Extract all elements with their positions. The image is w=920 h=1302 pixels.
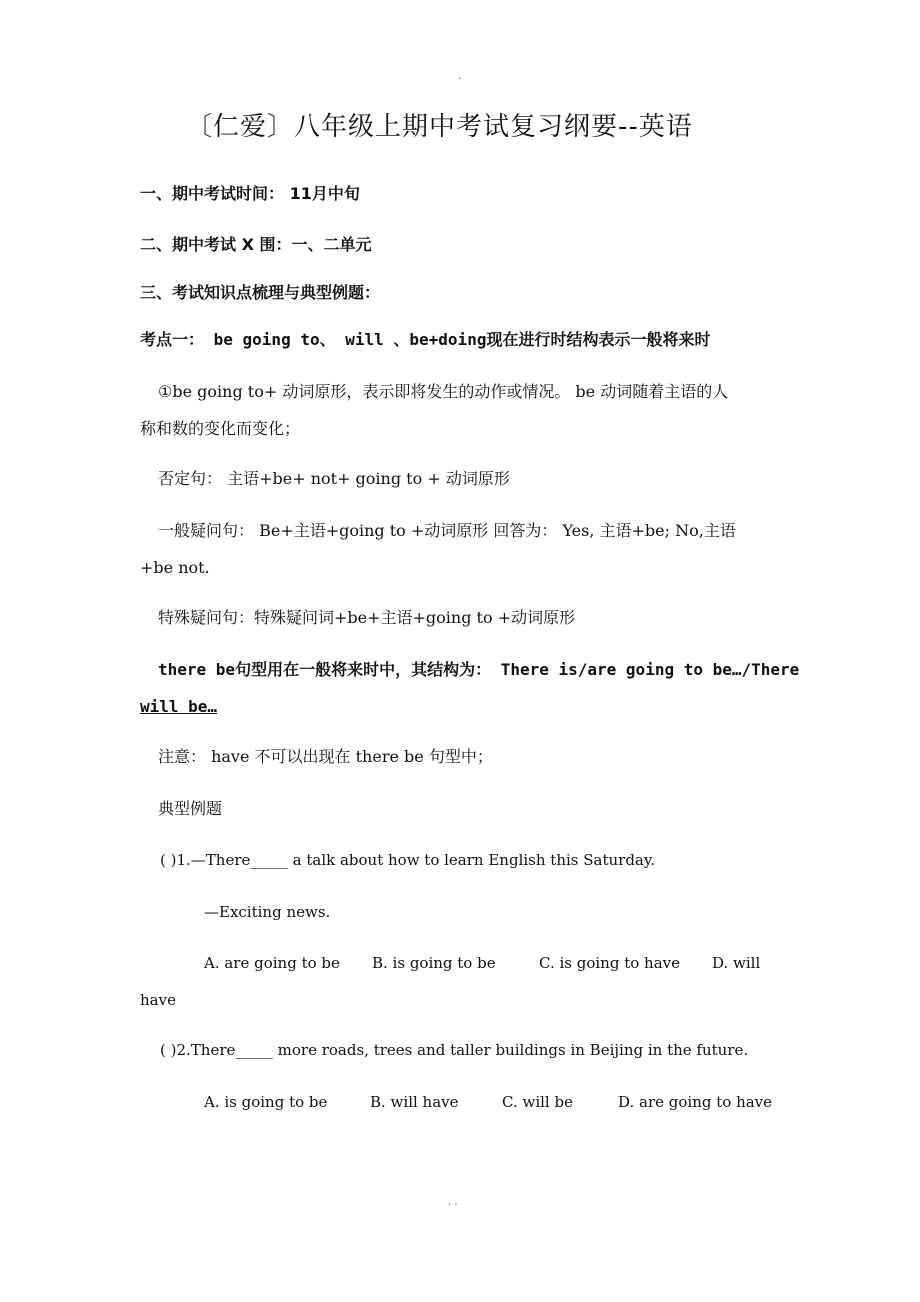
question-2-option-b: B. will have (370, 1093, 459, 1111)
point1-heading: 考点一： be going to、 will 、be+doing现在进行时结构表示一般将来时 (140, 330, 711, 349)
question-1-option-b: B. is going to be (372, 954, 496, 972)
there-be-rule-line1: there be句型用在一般将来时中，其结构为： There is/are going to be…/There (158, 660, 800, 679)
question-2-option-a: A. is going to be (204, 1093, 328, 1111)
examples-title: 典型例题 (158, 799, 223, 818)
general-question-rule-line1: 一般疑问句： Be+主语+going to +动词原形 回答为： Yes, 主语+be; No,主语 (158, 521, 736, 540)
question-1-option-a: A. are going to be (204, 954, 340, 972)
point1-paragraph-line2: 称和数的变化而变化； (140, 419, 301, 438)
question-2-option-d: D. are going to have (618, 1093, 773, 1111)
question-1-option-d-overflow: have (140, 991, 176, 1009)
question-1-option-d: D. will (712, 954, 761, 972)
question-1-stem: ( )1.—There_____ a talk about how to learn English this Saturday. (160, 851, 656, 869)
section-exam-scope: 二、期中考试 X 围：一、二单元 (140, 235, 372, 254)
general-question-rule-line2: +be not. (140, 558, 210, 577)
negative-sentence-rule: 否定句： 主语+be+ not+ going to + 动词原形 (158, 469, 510, 488)
footer-mark: . . (448, 1197, 458, 1208)
question-2-option-c: C. will be (502, 1093, 573, 1111)
section-knowledge-points: 三、考试知识点梳理与典型例题： (140, 283, 381, 302)
header-mark: . (458, 71, 462, 82)
special-question-rule: 特殊疑问句：特殊疑问词+be+主语+going to +动词原形 (158, 608, 576, 627)
section-exam-time: 一、期中考试时间： 11月中旬 (140, 184, 360, 203)
there-be-rule-line2: will be… (140, 697, 218, 716)
page-title: 〔仁爱〕八年级上期中考试复习纲要--英语 (186, 112, 693, 142)
question-2-stem: ( )2.There_____ more roads, trees and taller buildings in Beijing in the future. (160, 1041, 749, 1059)
question-1-option-c: C. is going to have (539, 954, 680, 972)
point1-paragraph-line1: ①be going to+ 动词原形，表示即将发生的动作或情况。 be 动词随着主语的人 (158, 382, 729, 401)
question-1-reply: —Exciting news. (204, 903, 331, 921)
note: 注意： have 不可以出现在 there be 句型中； (158, 747, 493, 766)
